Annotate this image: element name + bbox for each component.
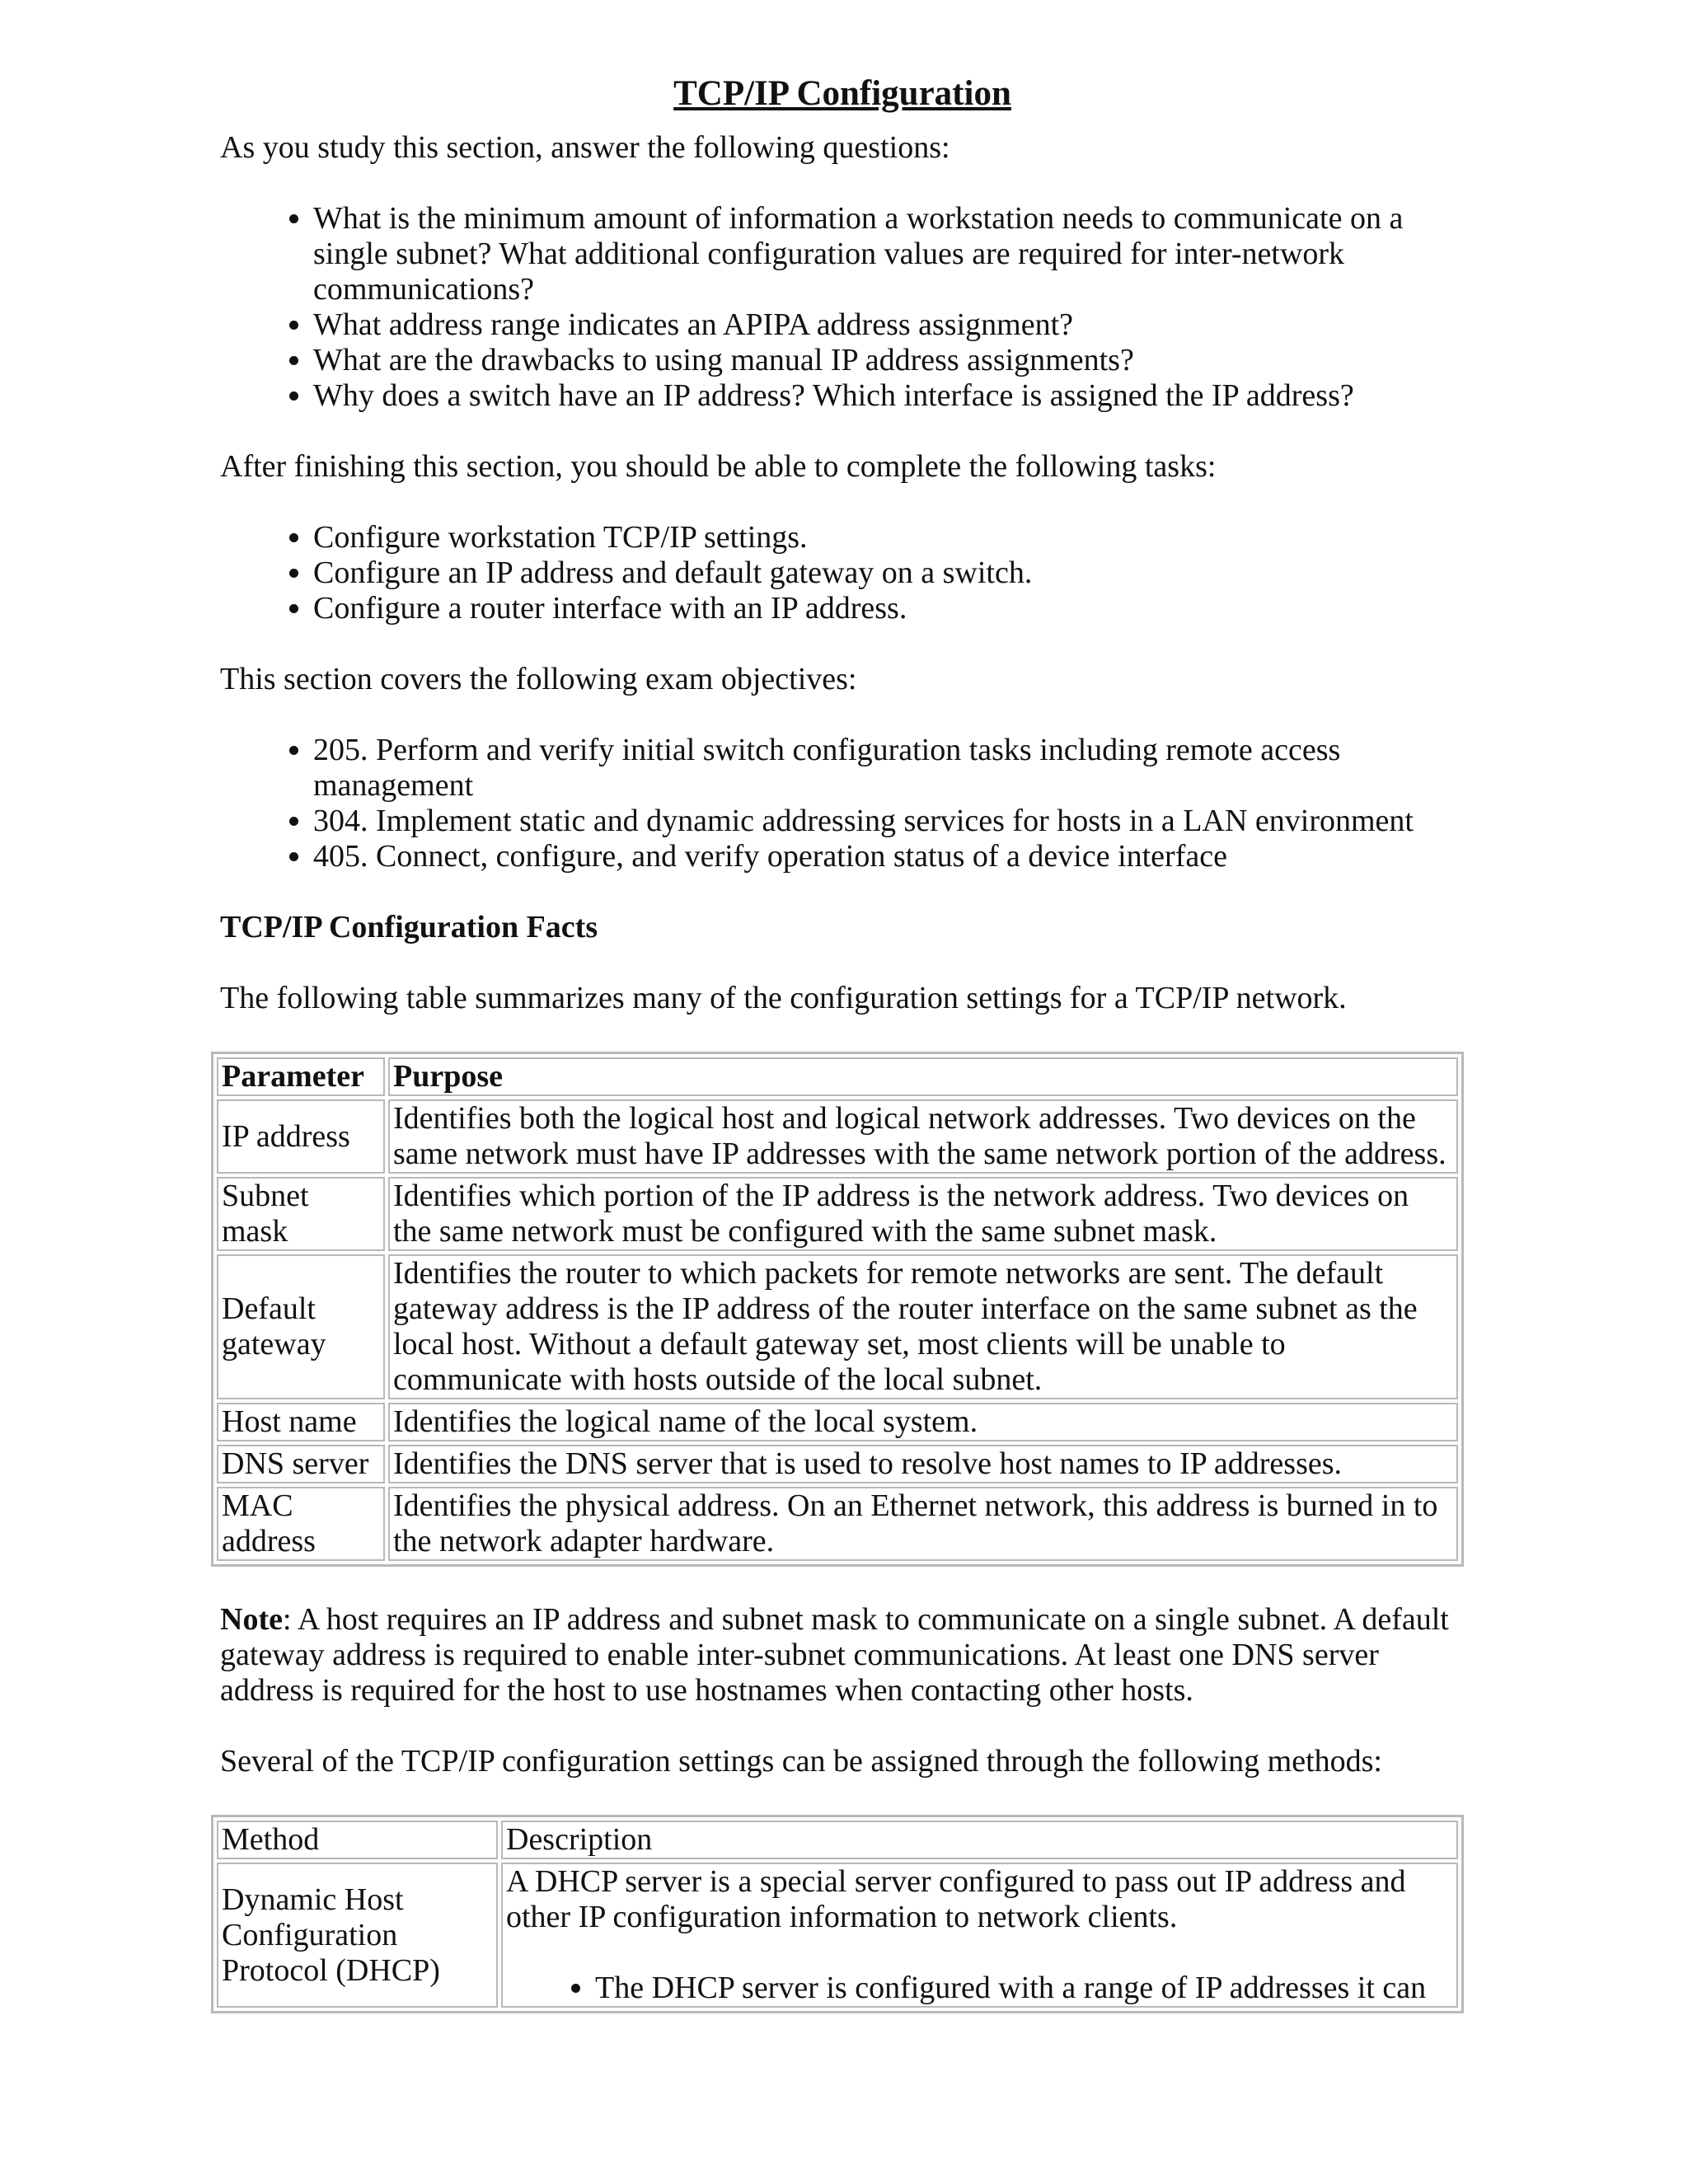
table-cell-parameter: DNS server — [217, 1445, 385, 1483]
list-item: • What are the drawbacks to using manual IP address assignments? — [313, 343, 1465, 378]
list-item: • 304. Implement static and dynamic addressing services for hosts in a LAN environment — [313, 804, 1465, 839]
list-item: • The DHCP server is configured with a range of IP addresses it can — [595, 1971, 1453, 2006]
facts-heading: TCP/IP Configuration Facts — [220, 910, 598, 944]
table-cell-parameter: MAC address — [217, 1487, 385, 1561]
table-row — [217, 1403, 1458, 1441]
column-header-description: Description — [501, 1821, 1458, 1859]
facts-intro-paragraph: The following table summarizes many of the configuration settings for a TCP/IP network. — [220, 981, 1347, 1015]
questions-list — [220, 201, 1465, 414]
list-item: • Why does a switch have an IP address? Which interface is assigned the IP address? — [313, 378, 1465, 414]
table-row — [217, 1445, 1458, 1483]
table-cell-description — [501, 1863, 1458, 2008]
list-item: • 205. Perform and verify initial switch configuration tasks including remote access management — [313, 733, 1465, 804]
list-item: • What address range indicates an APIPA address assignment? — [313, 307, 1465, 343]
tasks-intro-paragraph: After finishing this section, you should be able to complete the following tasks: — [220, 449, 1217, 484]
column-header-method: Method — [217, 1821, 498, 1859]
note-label: Note — [220, 1602, 283, 1637]
intro-paragraph: As you study this section, answer the following questions: — [220, 130, 950, 165]
table-cell-purpose: Identifies the router to which packets for remote networks are sent. The default gateway address is the IP address of the router interface on the same subnet as the local host. Without a default gateway set, most clients will be unable to communicate with hosts outside of the local subnet. — [388, 1254, 1458, 1399]
document-page — [220, 66, 1465, 2013]
table-row — [217, 1487, 1458, 1561]
description-list — [506, 1971, 1453, 2006]
column-header-purpose: Purpose — [388, 1057, 1458, 1096]
list-item: • What is the minimum amount of information a workstation needs to communicate on a single subnet? What additional configuration values are required for inter-network communications? — [313, 201, 1465, 307]
list-item: • Configure an IP address and default gateway on a switch. — [313, 555, 1465, 591]
page-title: TCP/IP Configuration — [673, 74, 1011, 113]
table-cell-parameter: Subnet mask — [217, 1177, 385, 1251]
note-text: : A host requires an IP address and subnet mask to communicate on a single subnet. A default gateway address is required to enable inter-subnet communications. At least one DNS server address is required for the host to use hostnames when contacting other hosts. — [220, 1602, 1449, 1708]
list-item: • Configure a router interface with an IP address. — [313, 591, 1465, 626]
table-row — [217, 1099, 1458, 1174]
parameters-table — [211, 1052, 1464, 1567]
table-cell-parameter: IP address — [217, 1099, 385, 1174]
table-cell-purpose: Identifies both the logical host and logical network addresses. Two devices on the same network must have IP addresses with the same network portion of the address. — [388, 1099, 1458, 1174]
description-text: A DHCP server is a special server configured to pass out IP address and other IP configuration information to network clients. — [506, 1864, 1406, 1934]
list-item: • 405. Connect, configure, and verify operation status of a device interface — [313, 839, 1465, 874]
table-row — [217, 1863, 1458, 2008]
table-row — [217, 1177, 1458, 1251]
methods-table — [211, 1815, 1464, 2013]
table-header-row — [217, 1821, 1458, 1859]
objectives-list — [220, 733, 1465, 874]
methods-intro-paragraph: Several of the TCP/IP configuration settings can be assigned through the following methods: — [220, 1744, 1382, 1779]
list-item: • Configure workstation TCP/IP settings. — [313, 520, 1465, 555]
table-row — [217, 1254, 1458, 1399]
table-header-row — [217, 1057, 1458, 1096]
table-cell-parameter: Host name — [217, 1403, 385, 1441]
table-cell-purpose: Identifies the DNS server that is used to resolve host names to IP addresses. — [388, 1445, 1458, 1483]
tasks-list — [220, 520, 1465, 626]
table-cell-purpose: Identifies the logical name of the local system. — [388, 1403, 1458, 1441]
note-paragraph — [220, 1602, 1465, 1708]
table-cell-parameter: Default gateway — [217, 1254, 385, 1399]
table-cell-purpose: Identifies the physical address. On an Ethernet network, this address is burned in to the network adapter hardware. — [388, 1487, 1458, 1561]
table-cell-method: Dynamic Host Configuration Protocol (DHCP) — [217, 1863, 498, 2008]
objectives-intro-paragraph: This section covers the following exam objectives: — [220, 662, 857, 696]
table-cell-purpose: Identifies which portion of the IP address is the network address. Two devices on the same network must be configured with the same subnet mask. — [388, 1177, 1458, 1251]
column-header-parameter: Parameter — [217, 1057, 385, 1096]
